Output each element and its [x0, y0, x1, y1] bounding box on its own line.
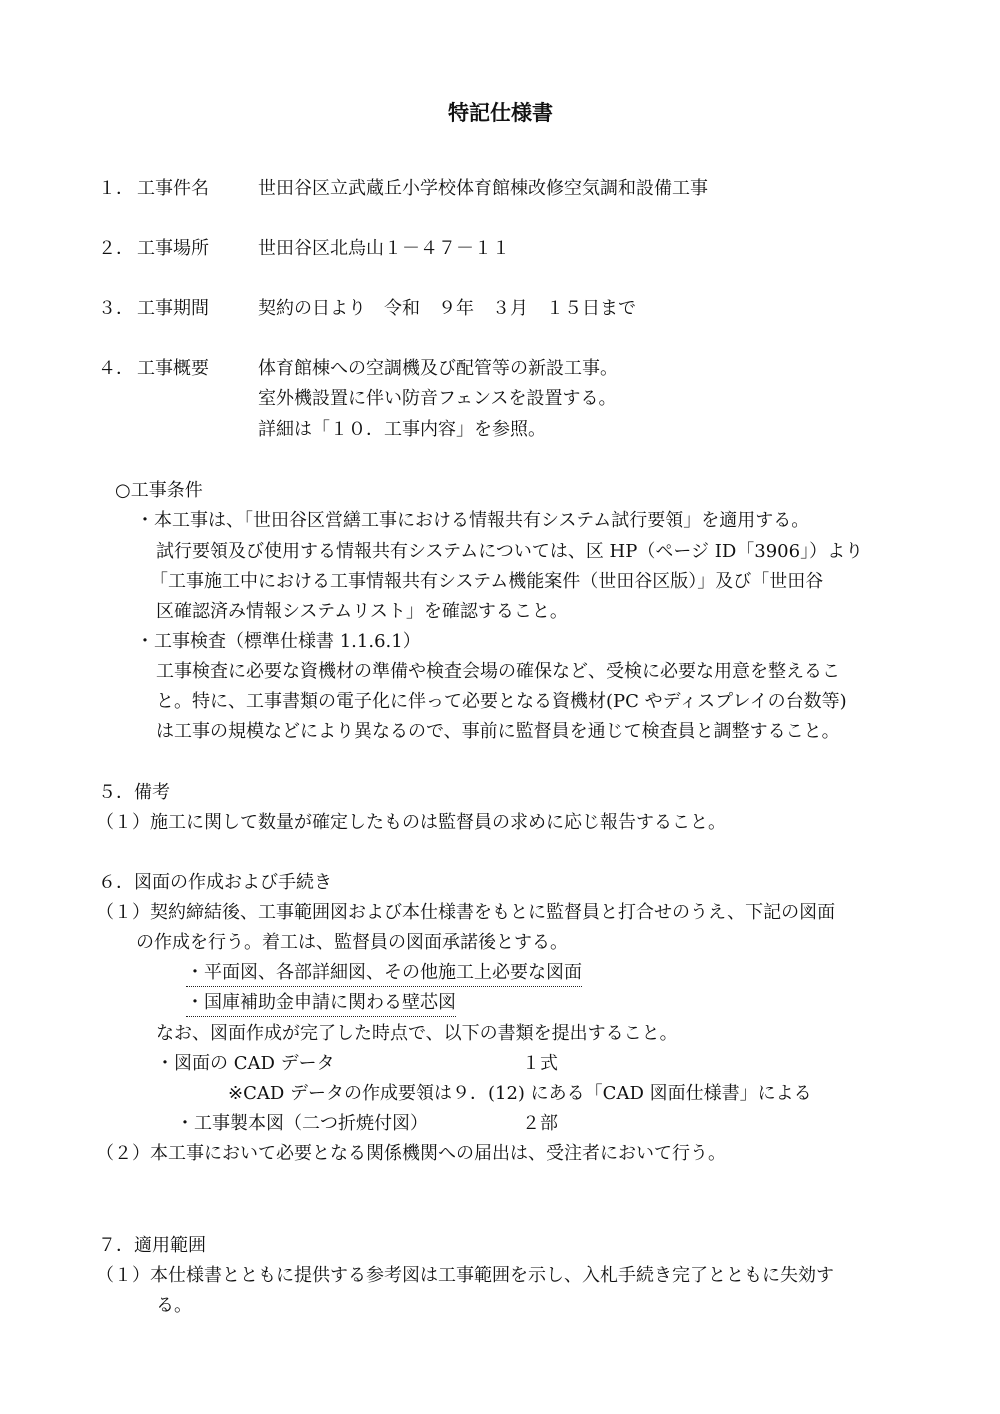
section-6-item: （２）本工事において必要となる関係機関への届出は、受注者において行う。 — [96, 1143, 726, 1164]
conditions-line: 試行要領及び使用する情報共有システムについては、区 HP（ページ ID「3906」）より — [156, 541, 864, 562]
section-6-item: （１）契約締結後、工事範囲図および本仕様書をもとに監督員と打合せのうえ、下記の図面 — [96, 902, 836, 923]
print-drawing-label: ・工事製本図（二つ折焼付図） — [176, 1113, 428, 1134]
section-7-item: る。 — [156, 1295, 192, 1316]
cad-data-quantity: １式 — [522, 1053, 558, 1074]
section-2-value: 世田谷区北烏山１－４７－１１ — [258, 238, 510, 259]
section-2-number: ２． — [98, 238, 134, 259]
page-title: 特記仕様書 — [448, 101, 553, 125]
section-4-line: 体育館棟への空調機及び配管等の新設工事。 — [258, 358, 618, 379]
section-1-value: 世田谷区立武蔵丘小学校体育館棟改修空気調和設備工事 — [258, 178, 708, 199]
conditions-line: 「工事施工中における工事情報共有システム機能案件（世田谷区版）」及び「世田谷 — [150, 571, 824, 592]
drawing-item: ・国庫補助金申請に関わる壁芯図 — [186, 990, 456, 1017]
section-7-item: （１）本仕様書とともに提供する参考図は工事範囲を示し、入札手続き完了とともに失効す — [96, 1265, 834, 1286]
section-4-number: ４． — [98, 358, 134, 379]
drawing-item: ・平面図、各部詳細図、その他施工上必要な図面 — [186, 960, 582, 987]
section-3-label: 工事期間 — [137, 298, 209, 319]
cad-note: ※CAD データの作成要領は９．(12) にある「CAD 図面仕様書」による — [228, 1083, 812, 1104]
cad-data-label: ・図面の CAD データ — [156, 1053, 335, 1074]
conditions-heading: ○工事条件 — [115, 480, 203, 501]
print-drawing-quantity: ２部 — [522, 1113, 558, 1134]
section-4-line: 室外機設置に伴い防音フェンスを設置する。 — [258, 388, 617, 409]
section-7-heading: ７．適用範囲 — [98, 1235, 206, 1256]
section-6-item: の作成を行う。着工は、監督員の図面承諾後とする。 — [136, 932, 568, 953]
section-4-line: 詳細は「１０．工事内容」を参照。 — [258, 419, 546, 440]
conditions-line: は工事の規模などにより異なるので、事前に監督員を通じて検査員と調整すること。 — [156, 721, 840, 742]
section-5-heading: ５．備考 — [98, 782, 170, 803]
section-6-heading: ６．図面の作成および手続き — [98, 872, 332, 893]
section-3-value: 契約の日より 令和 ９年 ３月 １５日まで — [258, 298, 636, 319]
conditions-line: と。特に、工事書類の電子化に伴って必要となる資機材(PC やディスプレイの台数等) — [156, 691, 847, 712]
conditions-line: ・本工事は、「世田谷区営繕工事における情報共有システム試行要領」を適用する。 — [136, 510, 810, 531]
submit-intro: なお、図面作成が完了した時点で、以下の書類を提出すること。 — [156, 1023, 678, 1044]
section-3-number: ３． — [98, 298, 134, 319]
section-2-label: 工事場所 — [137, 238, 209, 259]
section-5-item: （１）施工に関して数量が確定したものは監督員の求めに応じ報告すること。 — [96, 812, 726, 833]
conditions-line: ・工事検査（標準仕様書 1.1.6.1） — [136, 631, 421, 652]
section-1-label: 工事件名 — [137, 178, 209, 199]
conditions-line: 工事検査に必要な資機材の準備や検査会場の確保など、受検に必要な用意を整えるこ — [156, 661, 840, 682]
section-1-number: １． — [98, 178, 134, 199]
section-4-label: 工事概要 — [137, 358, 209, 379]
conditions-line: 区確認済み情報システムリスト」を確認すること。 — [156, 601, 568, 622]
